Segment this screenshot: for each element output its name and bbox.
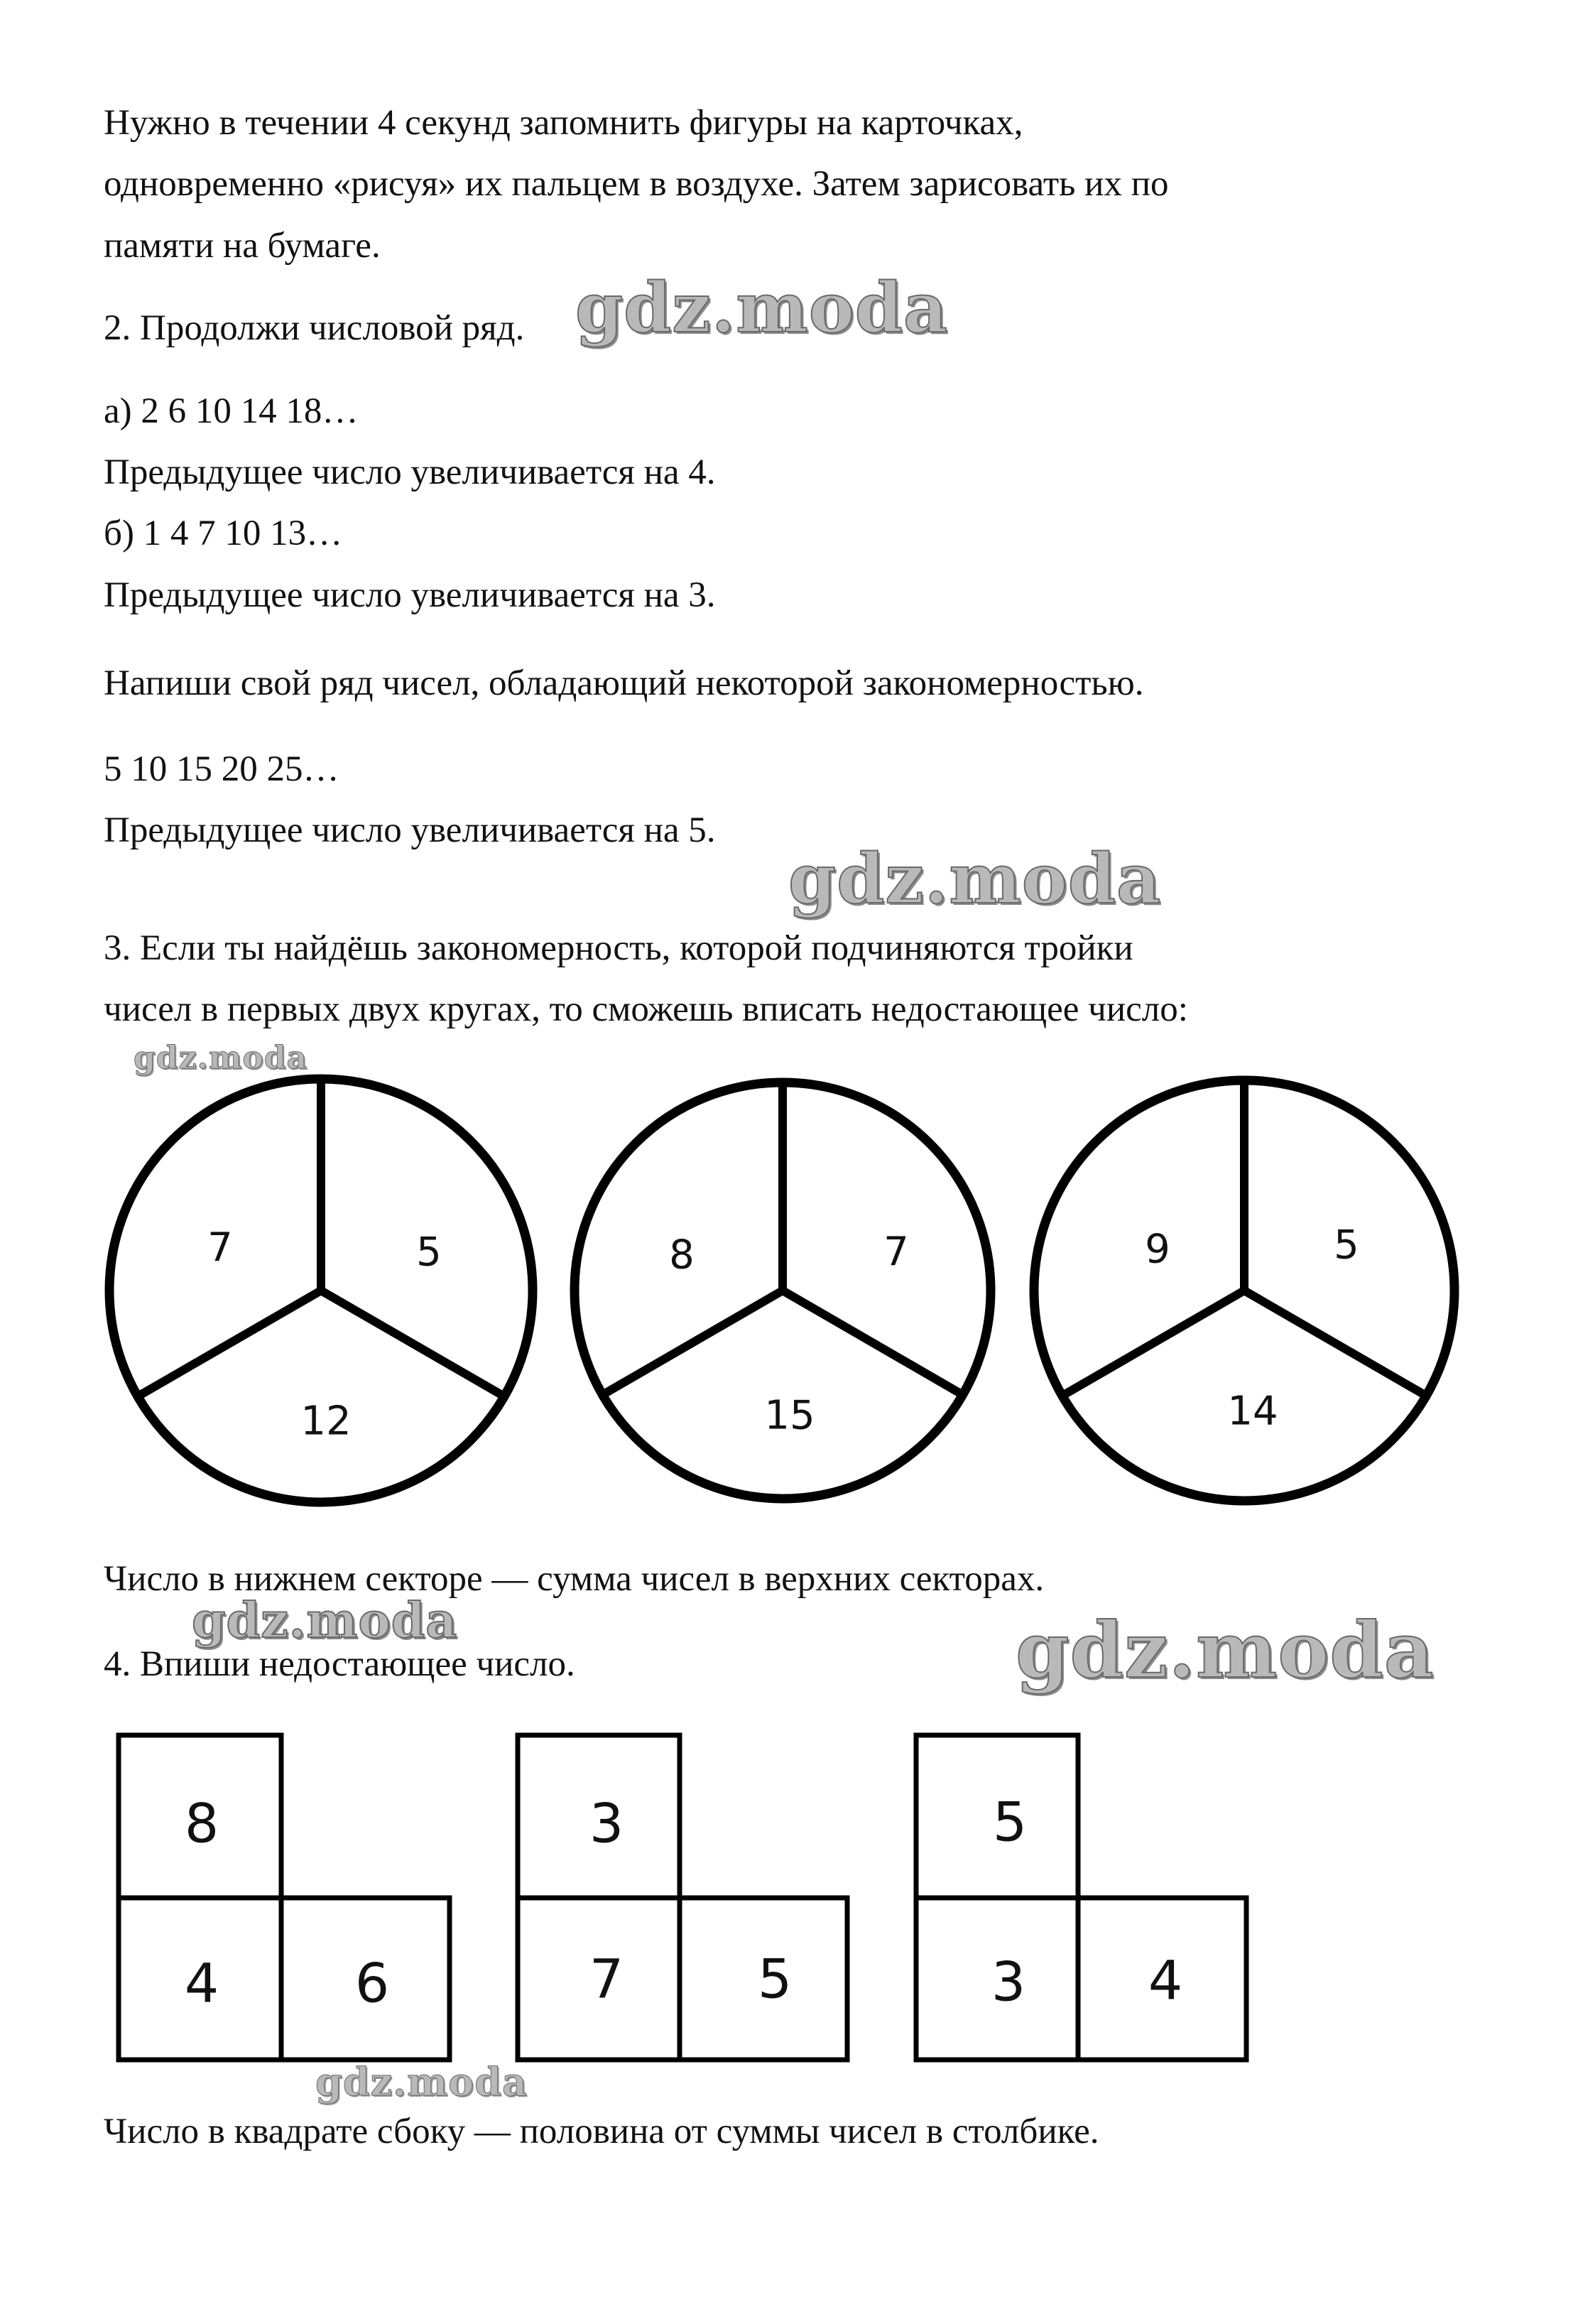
- task3-answer: Число в нижнем секторе — сумма чисел в верхних секторах.: [104, 1559, 1045, 1599]
- circle-1-top-left-number: 7: [207, 1225, 233, 1271]
- circle-2-top-right-number: 7: [883, 1229, 909, 1276]
- fig-1-bottom-right-number: 6: [354, 1951, 390, 2015]
- intro-line-2: одновременно «рисуя» их пальцем в воздухе. Затем зарисовать их по: [104, 164, 1169, 204]
- circle-3-top-right-number: 5: [1334, 1222, 1359, 1269]
- task4-heading: 4. Впиши недостающее число.: [104, 1644, 575, 1684]
- square-figure-2: [518, 1735, 847, 2060]
- task3-line-1: 3. Если ты найдёшь закономерность, которой подчиняются тройки: [104, 928, 1133, 968]
- circle-3-bottom-number: 14: [1227, 1388, 1278, 1435]
- fig-3-bottom-right-number: 4: [1148, 1948, 1183, 2012]
- circle-1-bottom-number: 12: [300, 1398, 352, 1445]
- task2-series-b: б) 1 4 7 10 13…: [104, 514, 343, 553]
- watermark-3: gdz.moda: [134, 1040, 308, 1076]
- watermark-2: gdz.moda: [788, 839, 1162, 919]
- task2-own-series: 5 10 15 20 25…: [104, 749, 339, 789]
- fig-3-top-number: 5: [992, 1790, 1028, 1854]
- circle-3-top-left-number: 9: [1145, 1226, 1170, 1273]
- circle-figure-3: [1034, 1080, 1454, 1501]
- square-figure-1: [119, 1735, 450, 2060]
- task2-rule-a: Предыдущее число увеличивается на 4.: [104, 452, 716, 492]
- watermark-5: gdz.moda: [1016, 1606, 1435, 1695]
- task2-rule-b: Предыдущее число увеличивается на 3.: [104, 575, 716, 615]
- circle-2-bottom-number: 15: [764, 1392, 815, 1439]
- fig-3-bottom-left-number: 3: [991, 1950, 1026, 2014]
- circle-figure-1: [109, 1079, 533, 1502]
- circle-2-top-left-number: 8: [669, 1232, 695, 1278]
- task2-series-a: а) 2 6 10 14 18…: [104, 391, 359, 431]
- task2-own-rule: Предыдущее число увеличивается на 5.: [104, 810, 716, 850]
- watermark-4: gdz.moda: [192, 1592, 458, 1649]
- watermark-1: gdz.moda: [575, 268, 949, 348]
- fig-2-top-number: 3: [589, 1791, 624, 1855]
- circle-1-top-right-number: 5: [416, 1229, 442, 1276]
- fig-2-bottom-right-number: 5: [757, 1947, 793, 2011]
- fig-2-bottom-left-number: 7: [589, 1947, 624, 2011]
- task4-answer: Число в квадрате сбоку — половина от суммы чисел в столбике.: [104, 2112, 1099, 2151]
- intro-line-3: памяти на бумаге.: [104, 226, 381, 266]
- intro-line-1: Нужно в течении 4 секунд запомнить фигуры на карточках,: [104, 103, 1023, 143]
- task3-line-2: чисел в первых двух кругах, то сможешь вписать недостающее число:: [104, 989, 1188, 1029]
- fig-1-top-number: 8: [184, 1791, 219, 1855]
- fig-1-bottom-left-number: 4: [184, 1951, 219, 2015]
- square-figure-3: [916, 1735, 1246, 2060]
- task2-heading: 2. Продолжи числовой ряд.: [104, 308, 525, 348]
- task2-own-prompt: Напиши свой ряд чисел, обладающий некоторой закономерностью.: [104, 663, 1144, 703]
- watermark-6: gdz.moda: [315, 2059, 528, 2105]
- circle-figure-2: [575, 1082, 991, 1499]
